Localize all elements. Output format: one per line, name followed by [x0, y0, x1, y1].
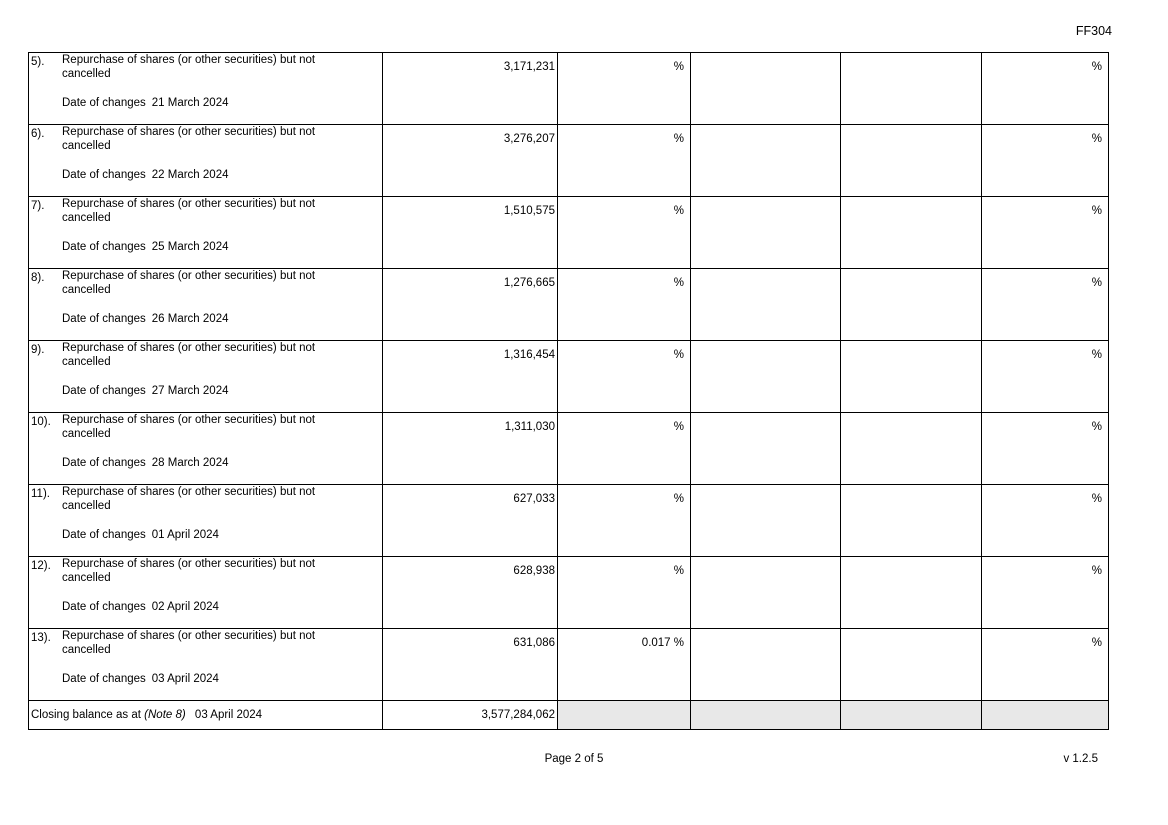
description-block — [29, 53, 382, 116]
row-index: 7). — [31, 200, 45, 212]
percentage-cell: % — [558, 53, 691, 125]
description-block — [29, 197, 382, 260]
percentage-right-cell: % — [982, 341, 1109, 413]
date-of-changes — [62, 313, 228, 325]
closing-balance-shares: 3,577,284,062 — [383, 701, 558, 730]
percentage-cell: % — [558, 197, 691, 269]
description-block — [29, 341, 382, 404]
form-code: FF304 — [1075, 24, 1112, 38]
table-row — [29, 629, 1109, 701]
percentage-cell: 0.017 % — [558, 629, 691, 701]
version-label: v 1.2.5 — [1063, 753, 1098, 765]
percentage-cell: % — [558, 485, 691, 557]
empty-cell — [841, 629, 982, 701]
percentage-right-cell: % — [982, 629, 1109, 701]
empty-cell — [691, 413, 841, 485]
description-cell — [29, 341, 383, 413]
date-value: 28 March 2024 — [151, 457, 229, 469]
description-block — [29, 413, 382, 476]
table-row — [29, 413, 1109, 485]
closing-balance-label: Closing balance as at — [31, 709, 141, 721]
date-of-changes — [62, 169, 228, 181]
date-value: 21 March 2024 — [151, 97, 229, 109]
date-value: 27 March 2024 — [151, 385, 229, 397]
description-cell — [29, 53, 383, 125]
date-value: 02 April 2024 — [151, 601, 219, 613]
closing-balance-label-cell — [29, 701, 383, 730]
table-row — [29, 557, 1109, 629]
shares-cell: 3,276,207 — [383, 125, 558, 197]
row-description: Repurchase of shares (or other securities) but not cancelled — [62, 486, 316, 512]
date-label: Date of changes — [62, 313, 146, 325]
row-description: Repurchase of shares (or other securities) but not cancelled — [62, 558, 316, 584]
table-row — [29, 53, 1109, 125]
percentage-right-cell: % — [982, 485, 1109, 557]
row-description: Repurchase of shares (or other securities) but not cancelled — [62, 270, 316, 296]
empty-cell — [841, 197, 982, 269]
row-index: 10). — [31, 416, 51, 428]
date-value: 25 March 2024 — [151, 241, 229, 253]
empty-cell — [841, 341, 982, 413]
description-cell — [29, 413, 383, 485]
date-of-changes — [62, 385, 228, 397]
percentage-cell: % — [558, 125, 691, 197]
row-description: Repurchase of shares (or other securities) but not cancelled — [62, 630, 316, 656]
description-block — [29, 629, 382, 692]
empty-cell — [841, 485, 982, 557]
date-of-changes — [62, 457, 228, 469]
row-index: 11). — [31, 488, 50, 500]
description-cell — [29, 485, 383, 557]
row-description: Repurchase of shares (or other securities) but not cancelled — [62, 54, 316, 80]
table-body — [29, 53, 1109, 730]
row-index: 12). — [31, 560, 51, 572]
percentage-right-cell: % — [982, 53, 1109, 125]
row-description: Repurchase of shares (or other securities) but not cancelled — [62, 414, 316, 440]
closing-gray-cell — [558, 701, 691, 730]
empty-cell — [691, 629, 841, 701]
shares-cell: 627,033 — [383, 485, 558, 557]
description-cell — [29, 197, 383, 269]
description-cell — [29, 125, 383, 197]
row-index: 5). — [31, 56, 45, 68]
shares-cell: 1,276,665 — [383, 269, 558, 341]
shares-cell: 1,510,575 — [383, 197, 558, 269]
share-changes-table — [28, 52, 1109, 730]
row-index: 8). — [31, 272, 45, 284]
percentage-cell: % — [558, 341, 691, 413]
date-label: Date of changes — [62, 97, 146, 109]
description-block — [29, 485, 382, 548]
closing-balance-note: (Note 8) — [144, 709, 186, 721]
empty-cell — [691, 341, 841, 413]
description-cell — [29, 269, 383, 341]
table-row — [29, 125, 1109, 197]
shares-cell: 631,086 — [383, 629, 558, 701]
percentage-right-cell: % — [982, 413, 1109, 485]
description-block — [29, 269, 382, 332]
empty-cell — [841, 557, 982, 629]
date-of-changes — [62, 241, 228, 253]
row-description: Repurchase of shares (or other securities) but not cancelled — [62, 126, 316, 152]
percentage-right-cell: % — [982, 197, 1109, 269]
table-row — [29, 485, 1109, 557]
date-label: Date of changes — [62, 169, 146, 181]
empty-cell — [841, 125, 982, 197]
row-description: Repurchase of shares (or other securities) but not cancelled — [62, 198, 316, 224]
description-block — [29, 557, 382, 620]
page-number: Page 2 of 5 — [544, 753, 604, 765]
table-row — [29, 197, 1109, 269]
date-of-changes — [62, 97, 228, 109]
closing-gray-cell — [691, 701, 841, 730]
shares-cell: 1,311,030 — [383, 413, 558, 485]
description-block — [29, 125, 382, 188]
table-row — [29, 269, 1109, 341]
closing-balance-date: 03 April 2024 — [194, 709, 263, 721]
closing-gray-cell — [982, 701, 1109, 730]
empty-cell — [691, 485, 841, 557]
row-index: 9). — [31, 344, 45, 356]
date-of-changes — [62, 529, 219, 541]
date-value: 26 March 2024 — [151, 313, 229, 325]
percentage-cell: % — [558, 413, 691, 485]
shares-cell: 1,316,454 — [383, 341, 558, 413]
date-label: Date of changes — [62, 241, 146, 253]
empty-cell — [841, 269, 982, 341]
row-description: Repurchase of shares (or other securities) but not cancelled — [62, 342, 316, 368]
empty-cell — [691, 557, 841, 629]
percentage-cell: % — [558, 557, 691, 629]
date-label: Date of changes — [62, 385, 146, 397]
empty-cell — [691, 197, 841, 269]
date-value: 03 April 2024 — [151, 673, 219, 685]
empty-cell — [691, 53, 841, 125]
shares-cell: 3,171,231 — [383, 53, 558, 125]
shares-cell: 628,938 — [383, 557, 558, 629]
description-cell — [29, 629, 383, 701]
description-cell — [29, 557, 383, 629]
percentage-right-cell: % — [982, 125, 1109, 197]
date-label: Date of changes — [62, 457, 146, 469]
row-index: 6). — [31, 128, 45, 140]
date-label: Date of changes — [62, 529, 146, 541]
date-label: Date of changes — [62, 601, 146, 613]
empty-cell — [691, 269, 841, 341]
empty-cell — [841, 413, 982, 485]
percentage-right-cell: % — [982, 269, 1109, 341]
date-value: 22 March 2024 — [151, 169, 229, 181]
date-of-changes — [62, 601, 219, 613]
date-label: Date of changes — [62, 673, 146, 685]
table-row — [29, 341, 1109, 413]
empty-cell — [691, 125, 841, 197]
closing-gray-cell — [841, 701, 982, 730]
date-of-changes — [62, 673, 219, 685]
closing-balance-row — [29, 701, 1109, 730]
empty-cell — [841, 53, 982, 125]
percentage-right-cell: % — [982, 557, 1109, 629]
date-value: 01 April 2024 — [151, 529, 219, 541]
row-index: 13). — [31, 632, 51, 644]
percentage-cell: % — [558, 269, 691, 341]
